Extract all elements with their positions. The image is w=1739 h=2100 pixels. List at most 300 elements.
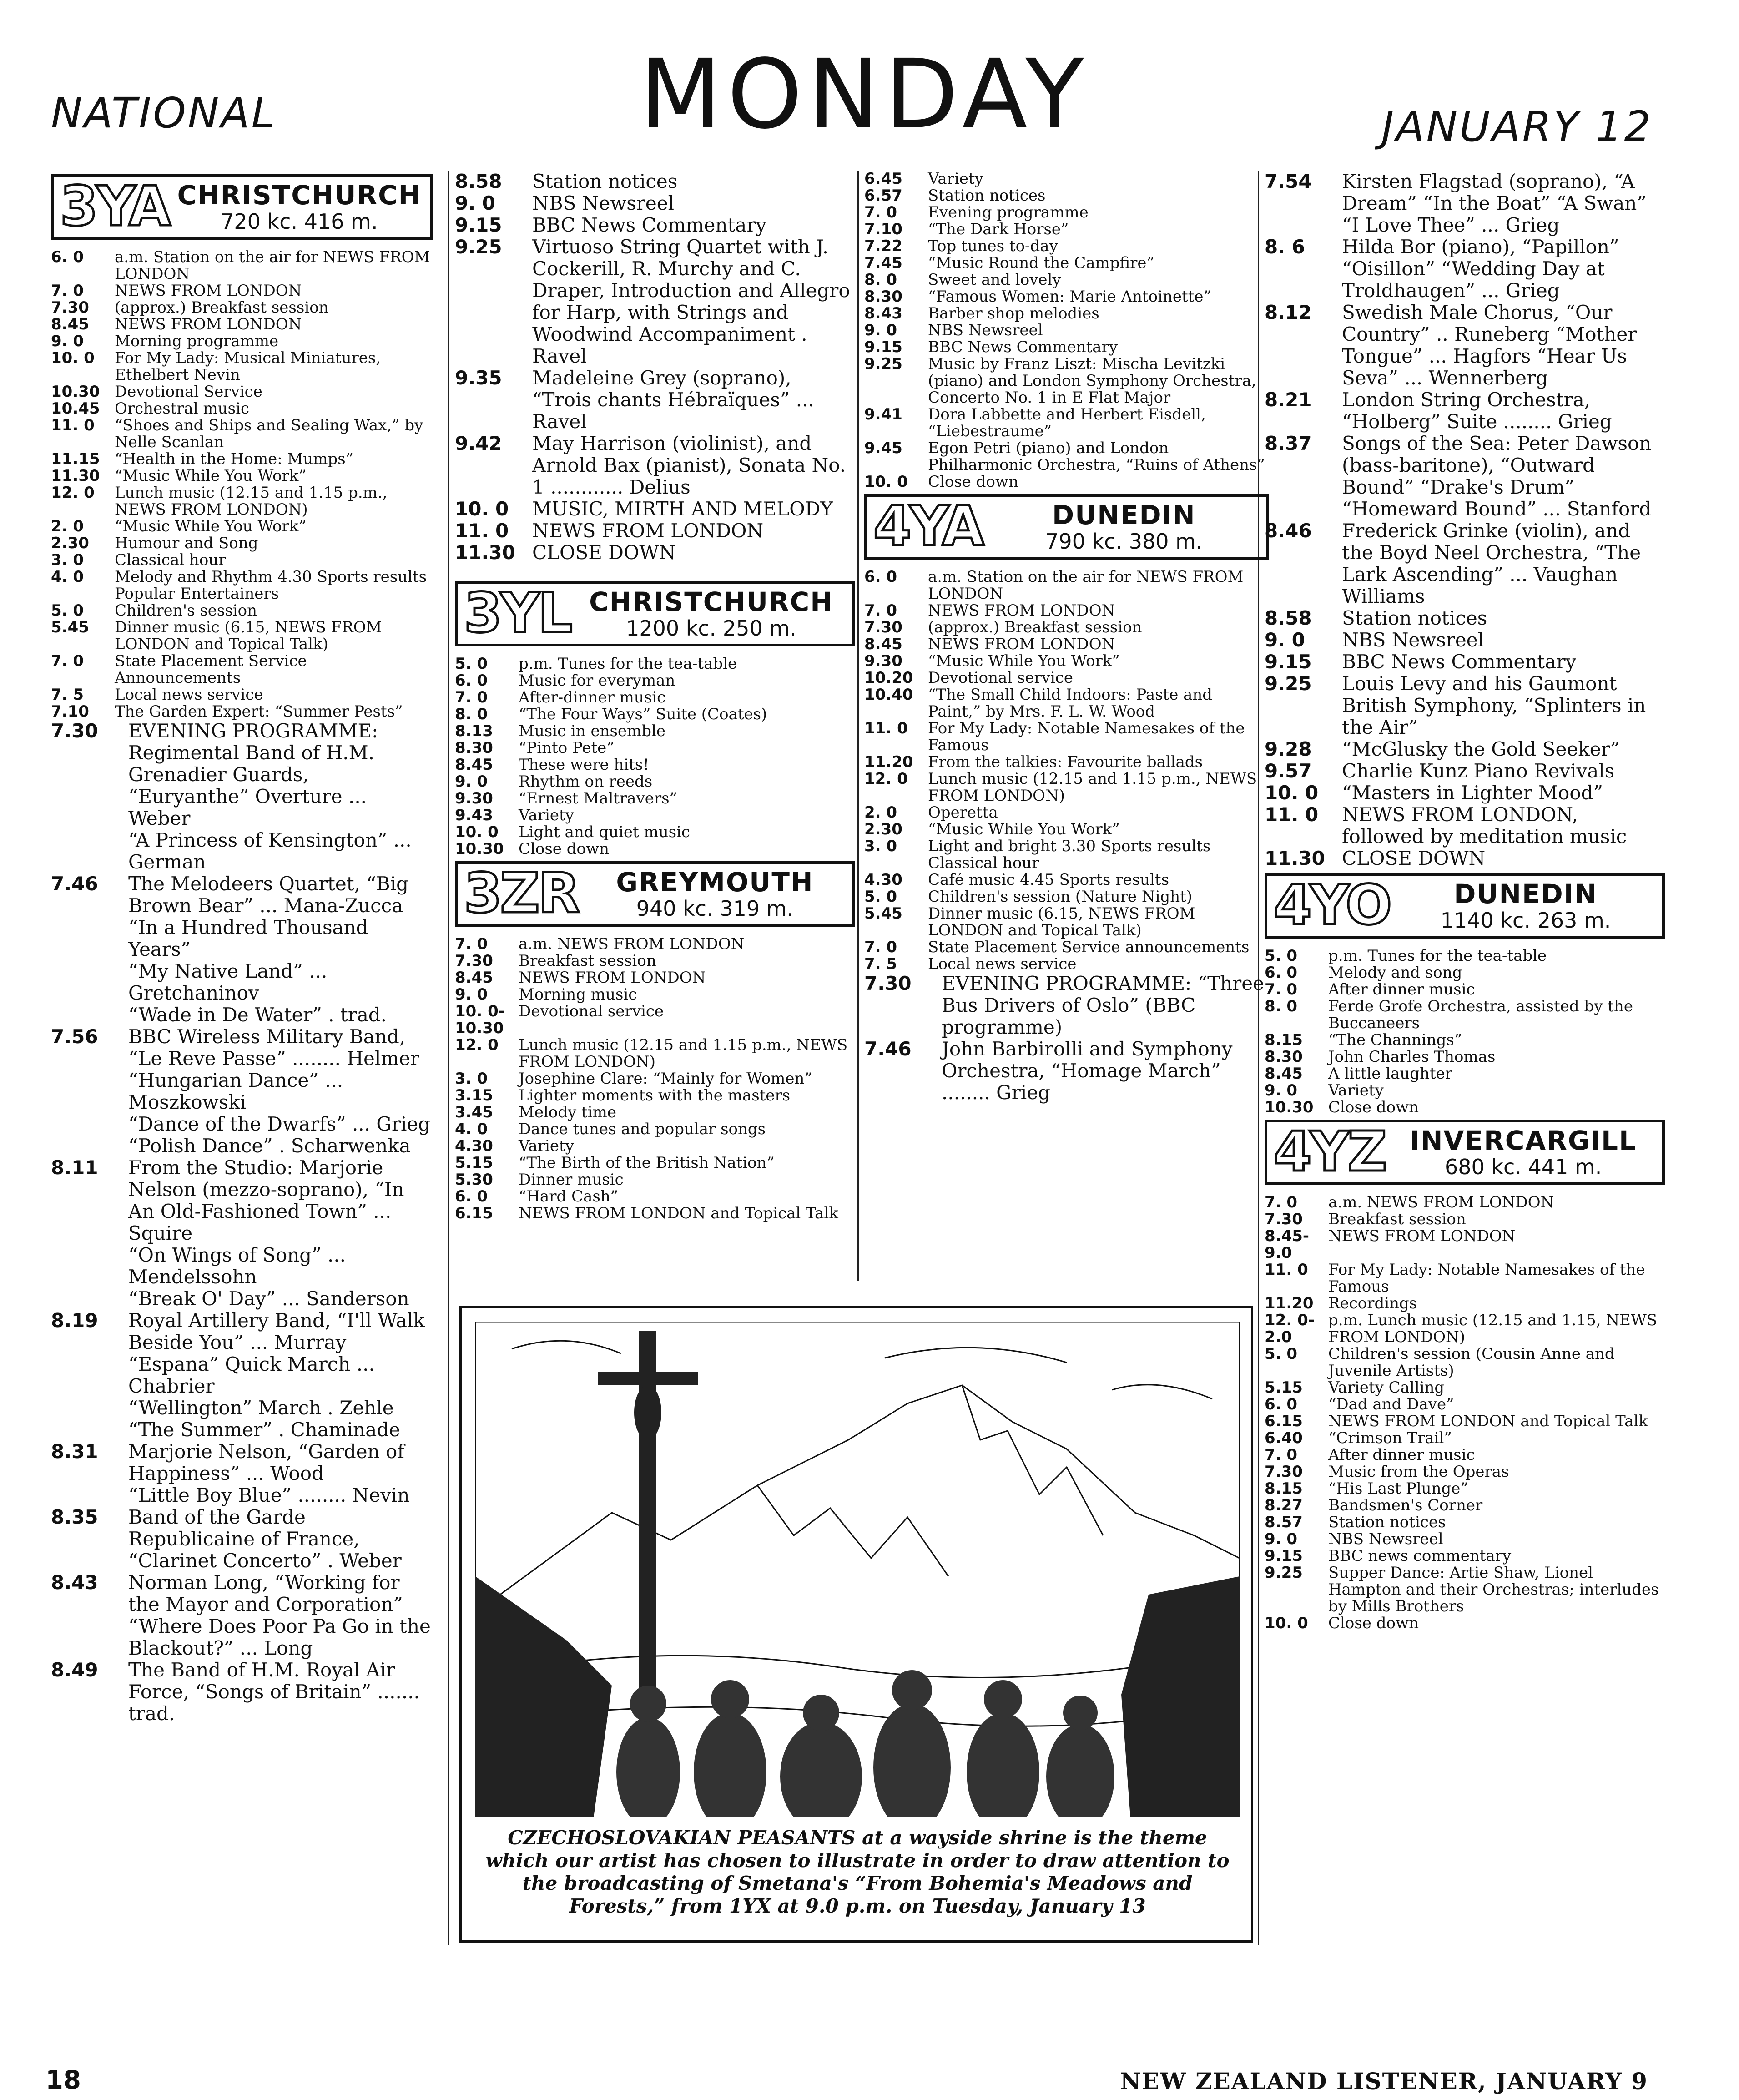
programme-title: Barber shop melodies [928, 304, 1099, 323]
programme-title: MUSIC, MIRTH AND MELODY [532, 498, 833, 520]
programme-item [455, 498, 855, 520]
station-call-4yo: 4YO [1274, 874, 1391, 937]
programme-item [455, 1155, 855, 1171]
programme-time: 6.40 [1265, 1429, 1303, 1447]
programme-item [864, 687, 1269, 720]
programme-item [864, 653, 1269, 670]
programme-title: Variety [519, 806, 574, 824]
programme-title: Lunch music (12.15 and 1.15 p.m., NEWS FROM LONDON) [115, 484, 388, 519]
programme-time: 2.30 [864, 820, 902, 838]
programme-item [864, 872, 1269, 888]
programme-time: 7. 0 [455, 688, 488, 707]
programme-title: Devotional service [928, 669, 1073, 687]
programme-title: Morning programme [115, 332, 279, 350]
programme-time: 9.43 [455, 806, 493, 824]
column-3 [864, 171, 1269, 1253]
programme-item [51, 1419, 433, 1441]
programme-list-4ya-evening [864, 973, 1269, 1104]
programme-item [1265, 760, 1665, 782]
programme-item [1265, 1565, 1665, 1615]
programme-item [455, 689, 855, 706]
programme-item [51, 1441, 433, 1484]
programme-title: “McGlusky the Gold Seeker” [1342, 738, 1620, 760]
programme-item [455, 807, 855, 824]
programme-title: State Placement Service announcements [928, 938, 1250, 956]
programme-item [455, 1070, 855, 1087]
programme-time: 9. 0 [1265, 629, 1306, 651]
station-city: CHRISTCHURCH [177, 180, 422, 211]
programme-item [51, 602, 433, 619]
programme-item [51, 1310, 433, 1353]
programme-item [1265, 1082, 1665, 1099]
programme-item [1265, 629, 1665, 651]
programme-time: 9.45 [864, 439, 902, 457]
programme-time: 6.15 [455, 1204, 493, 1222]
station-city: GREYMOUTH [616, 867, 814, 898]
programme-time: 10. 0 [455, 498, 509, 520]
programme-title: Children's session [115, 601, 257, 620]
column-1 [51, 171, 433, 1936]
programme-time: 5. 0 [1265, 1345, 1298, 1363]
programme-title: Café music 4.45 Sports results [928, 871, 1169, 889]
programme-time: 9. 0 [51, 332, 84, 350]
programme-item [1265, 1262, 1665, 1295]
programme-time: 10. 0 [864, 473, 908, 491]
programme-title: “The Summer” . Chaminade [128, 1419, 400, 1441]
station-box-4yz [1265, 1120, 1665, 1185]
programme-time: 8.30 [1265, 1048, 1303, 1066]
programme-time: 11.20 [864, 753, 913, 771]
programme-item [455, 841, 855, 858]
programme-time: 9. 0 [455, 192, 496, 214]
programme-item [1265, 1312, 1665, 1346]
programme-title: “Crimson Trail” [1328, 1429, 1452, 1447]
programme-time: 4.30 [455, 1137, 493, 1155]
programme-title: Orchestral music [115, 399, 250, 418]
programme-title: Bandsmen's Corner [1328, 1496, 1483, 1514]
station-box-4ya [864, 494, 1269, 560]
programme-title: Royal Artillery Band, “I'll Walk Beside You” ... Murray [128, 1309, 425, 1353]
programme-time: 5. 0 [51, 601, 84, 620]
programme-item [51, 384, 433, 400]
programme-item [51, 299, 433, 316]
programme-time: 8.15 [1265, 1031, 1303, 1049]
programme-time: 9.25 [864, 355, 902, 373]
programme-title: After-dinner music [519, 688, 666, 707]
programme-title: NEWS FROM LONDON [519, 969, 706, 987]
programme-time: 8.57 [1265, 1513, 1303, 1531]
programme-item [455, 672, 855, 689]
programme-time: 3. 0 [455, 1070, 488, 1088]
programme-title: Kirsten Flagstad (soprano), “A Dream” “In the Boat” “A Swan” “I Love Thee” ... Grieg [1342, 171, 1647, 236]
programme-item [51, 960, 433, 1004]
programme-title: Louis Levy and his Gaumont British Symphony, “Splinters in the Air” [1342, 672, 1646, 738]
programme-title: EVENING PROGRAMME: “Three Bus Drivers of Oslo” (BBC programme) [942, 972, 1264, 1038]
programme-title: Light and quiet music [519, 823, 690, 841]
programme-title: p.m. Tunes for the tea-table [519, 655, 737, 673]
programme-item [1265, 1228, 1665, 1262]
programme-item [455, 171, 855, 192]
programme-time: 8.30 [864, 288, 902, 306]
programme-item [455, 433, 855, 498]
programme-item [1265, 389, 1665, 433]
programme-title: Operetta [928, 803, 998, 822]
programme-title: BBC Wireless Military Band, “Le Reve Passe” ........ Helmer [128, 1025, 420, 1070]
programme-time: 10. 0 [51, 349, 95, 367]
programme-title: p.m. Tunes for the tea-table [1328, 947, 1547, 965]
programme-item [51, 569, 433, 602]
programme-time: 3. 0 [864, 837, 897, 855]
programme-title: “Break O' Day” ... Sanderson [128, 1287, 409, 1310]
programme-title: Melody time [519, 1103, 616, 1121]
programme-title: Close down [519, 840, 609, 858]
programme-time: 9.41 [864, 405, 902, 424]
programme-item [1265, 236, 1665, 302]
programme-time: 6. 0 [864, 568, 897, 586]
programme-item [1265, 1099, 1665, 1116]
programme-item [51, 619, 433, 653]
programme-time: 10.45 [51, 399, 100, 418]
programme-item [455, 953, 855, 969]
programme-title: EVENING PROGRAMME: Regimental Band of H.M. Grenadier Guards, “Euryanthe” Overture ... Weber [128, 720, 378, 829]
programme-title: NBS Newsreel [1328, 1530, 1443, 1548]
programme-list-4ya-late [1265, 171, 1665, 869]
programme-time: 7. 0 [1265, 1193, 1298, 1212]
programme-item [51, 1135, 433, 1157]
programme-item [455, 1104, 855, 1121]
programme-title: NEWS FROM LONDON [928, 601, 1115, 620]
programme-time: 3.45 [455, 1103, 493, 1121]
programme-title: a.m. NEWS FROM LONDON [519, 935, 745, 953]
programme-title: Marjorie Nelson, “Garden of Happiness” ... Wood [128, 1440, 404, 1484]
programme-time: 8.46 [1265, 520, 1312, 542]
programme-time: 5.15 [455, 1154, 493, 1172]
programme-item [864, 356, 1269, 406]
station-box-4yo [1265, 873, 1665, 939]
programme-time: 8.12 [1265, 301, 1312, 323]
programme-title: NEWS FROM LONDON [115, 282, 302, 300]
programme-item [1265, 1430, 1665, 1447]
programme-item [455, 824, 855, 841]
programme-time: 9. 0 [1265, 1530, 1298, 1548]
programme-time: 7.10 [51, 702, 89, 721]
programme-item [51, 552, 433, 569]
programme-time: 5. 0 [455, 655, 488, 673]
programme-item [1265, 804, 1665, 848]
programme-time: 10. 0 [1265, 1614, 1308, 1632]
programme-title: Devotional service [519, 1002, 664, 1020]
programme-time: 7.30 [455, 952, 493, 970]
programme-item [51, 1506, 433, 1572]
programme-time: 12. 0 [51, 484, 95, 502]
programme-title: After dinner music [1328, 980, 1475, 999]
programme-title: Morning music [519, 985, 637, 1004]
programme-item [864, 255, 1269, 272]
programme-item [455, 1138, 855, 1155]
programme-title: “Polish Dance” . Scharwenka [128, 1135, 411, 1157]
programme-title: “The Dark Horse” [928, 220, 1069, 238]
programme-item [51, 249, 433, 283]
programme-list-3yl [455, 656, 855, 858]
programme-title: Variety [928, 171, 983, 188]
programme-time: 8.13 [455, 722, 493, 740]
programme-time: 10. 0 [455, 823, 499, 841]
programme-time: 8.45 [1265, 1065, 1303, 1083]
programme-time: 6. 0 [455, 671, 488, 690]
programme-list-4yz [1265, 1194, 1665, 1632]
programme-title: “Music Round the Campfire” [928, 254, 1154, 272]
programme-item [864, 619, 1269, 636]
programme-time: 9.25 [1265, 1564, 1303, 1582]
programme-time: 2.30 [51, 534, 89, 552]
station-city: CHRISTCHURCH [589, 586, 833, 617]
programme-title: “The Small Child Indoors: Paste and Paint,” by Mrs. F. L. W. Wood [928, 686, 1213, 721]
programme-title: Close down [1328, 1098, 1419, 1116]
programme-time: 7.56 [51, 1025, 98, 1048]
programme-item [51, 703, 433, 720]
programme-item [455, 1121, 855, 1138]
programme-title: “Health in the Home: Mumps” [115, 450, 354, 468]
programme-title: A little laughter [1328, 1065, 1452, 1083]
programme-title: Music from the Operas [1328, 1463, 1509, 1481]
programme-item [455, 936, 855, 953]
programme-title: “My Native Land” ... Gretchaninov [128, 960, 328, 1004]
programme-item [455, 773, 855, 790]
programme-title: Madeleine Grey (soprano), “Trois chants Hébraïques” ... Ravel [532, 367, 814, 433]
programme-title: “Dad and Dave” [1328, 1395, 1454, 1413]
programme-title: “Masters in Lighter Mood” [1342, 782, 1603, 804]
programme-title: From the talkies: Favourite ballads [928, 753, 1203, 771]
column-2 [455, 171, 855, 1253]
programme-title: State Placement Service Announcements [115, 652, 307, 687]
programme-time: 8.45 [455, 969, 493, 987]
programme-time: 2. 0 [864, 803, 897, 822]
programme-time: 5.45 [51, 618, 89, 636]
programme-title: Station notices [1328, 1513, 1446, 1531]
programme-title: CLOSE DOWN [532, 541, 676, 564]
programme-item [455, 1188, 855, 1205]
programme-title: Lighter moments with the masters [519, 1086, 791, 1105]
programme-title: The Band of H.M. Royal Air Force, “Songs of Britain” ....... trad. [128, 1659, 420, 1725]
programme-item [455, 790, 855, 807]
programme-item [1265, 1413, 1665, 1430]
programme-time: 5.15 [1265, 1378, 1303, 1397]
programme-title: Norman Long, “Working for the Mayor and Corporation” [128, 1571, 403, 1615]
programme-title: “Music While You Work” [115, 467, 307, 485]
programme-time: 6.15 [1265, 1412, 1303, 1430]
programme-title: Dance tunes and popular songs [519, 1120, 766, 1138]
programme-time: 7. 5 [51, 686, 84, 704]
programme-time: 9.35 [455, 367, 502, 389]
programme-title: BBC news commentary [1328, 1547, 1512, 1565]
programme-time: 7. 0 [51, 282, 84, 300]
programme-title: Station notices [532, 171, 678, 192]
programme-title: Dora Labbette and Herbert Eisdell, “Liebestraume” [928, 405, 1206, 440]
programme-item [1265, 1531, 1665, 1548]
programme-item [1265, 1447, 1665, 1464]
programme-item [864, 636, 1269, 653]
programme-time: 11.30 [51, 467, 100, 485]
programme-item [455, 192, 855, 214]
programme-title: Close down [928, 473, 1018, 491]
programme-title: “Hard Cash” [519, 1187, 619, 1206]
programme-item [864, 221, 1269, 238]
programme-item [1265, 1464, 1665, 1480]
programme-title: Music in ensemble [519, 722, 666, 740]
programme-time: 9.25 [455, 236, 502, 258]
programme-time: 10.30 [1265, 1098, 1314, 1116]
station-frequency: 720 kc. 416 m. [221, 209, 378, 234]
programme-item [455, 986, 855, 1003]
programme-item [864, 272, 1269, 288]
programme-time: 9.30 [864, 652, 902, 670]
programme-time: 7. 0 [1265, 980, 1298, 999]
programme-time: 7.22 [864, 237, 902, 255]
programme-title: NBS Newsreel [928, 321, 1043, 339]
programme-time: 2. 0 [51, 517, 84, 535]
programme-item [864, 771, 1269, 804]
programme-title: (approx.) Breakfast session [115, 298, 329, 317]
programme-item [1265, 171, 1665, 236]
programme-item [51, 485, 433, 518]
programme-item [51, 687, 433, 703]
programme-time: 9. 0 [455, 772, 488, 791]
illustration-box [459, 1306, 1253, 1943]
programme-item [51, 535, 433, 552]
programme-item [864, 171, 1269, 187]
programme-time: 12. 0-2.0 [1265, 1311, 1315, 1346]
programme-title: Lunch music (12.15 and 1.15 p.m., NEWS FROM LONDON) [928, 770, 1257, 805]
programme-title: Ferde Grofe Orchestra, assisted by the Buccaneers [1328, 997, 1633, 1032]
programme-item [864, 939, 1269, 956]
programme-time: 8. 0 [455, 705, 488, 723]
programme-list-4ya [864, 569, 1269, 973]
programme-time: 8.27 [1265, 1496, 1303, 1514]
programme-time: 11.20 [1265, 1294, 1314, 1312]
programme-title: a.m. Station on the air for NEWS FROM LONDON [115, 248, 430, 283]
programme-item [51, 350, 433, 384]
programme-title: CLOSE DOWN [1342, 847, 1486, 869]
programme-time: 10.20 [864, 669, 913, 687]
programme-time: 10.30 [51, 383, 100, 401]
programme-item [51, 829, 433, 873]
programme-time: 9.30 [455, 789, 493, 808]
programme-time: 8.31 [51, 1440, 98, 1463]
programme-time: 10.40 [864, 686, 913, 704]
programme-title: Egon Petri (piano) and London Philharmonic Orchestra, “Ruins of Athens” [928, 439, 1265, 474]
programme-title: Variety Calling [1328, 1378, 1445, 1397]
programme-title: NEWS FROM LONDON [928, 635, 1115, 653]
programme-title: p.m. Lunch music (12.15 and 1.15, NEWS FROM LONDON) [1328, 1311, 1658, 1346]
programme-time: 9.42 [455, 432, 502, 454]
programme-item [864, 670, 1269, 687]
programme-title: John Charles Thomas [1328, 1048, 1496, 1066]
programme-title: BBC News Commentary [532, 214, 767, 236]
programme-item [1265, 1194, 1665, 1211]
header-day: MONDAY [639, 39, 1089, 150]
programme-item [51, 333, 433, 350]
programme-time: 6.57 [864, 187, 902, 205]
programme-time: 8.43 [51, 1571, 98, 1594]
programme-time: 11. 0 [51, 416, 95, 434]
programme-item [1265, 673, 1665, 738]
programme-item [864, 973, 1269, 1038]
programme-item [864, 474, 1269, 490]
programme-item [864, 602, 1269, 619]
programme-title: London String Orchestra, “Holberg” Suite ........ Grieg [1342, 389, 1612, 433]
programme-title: Local news service [115, 686, 263, 704]
programme-item [1265, 782, 1665, 804]
programme-title: “Espana” Quick March ... Chabrier [128, 1353, 375, 1397]
programme-item [455, 706, 855, 723]
programme-title: BBC News Commentary [1342, 651, 1577, 673]
programme-time: 4. 0 [455, 1120, 488, 1138]
column-4 [1265, 171, 1665, 1959]
programme-time: 12. 0 [455, 1036, 499, 1054]
station-city: INVERCARGILL [1410, 1125, 1637, 1156]
programme-time: 8.49 [51, 1659, 98, 1681]
programme-title: Devotional Service [115, 383, 262, 401]
programme-time: 8.11 [51, 1156, 98, 1179]
programme-item [455, 1087, 855, 1104]
programme-time: 5. 0 [864, 888, 897, 906]
programme-item [864, 305, 1269, 322]
programme-title: Josephine Clare: “Mainly for Women” [519, 1070, 812, 1088]
programme-item [864, 821, 1269, 838]
programme-time: 8. 6 [1265, 236, 1306, 258]
programme-title: “Hungarian Dance” ... Moszkowski [128, 1069, 343, 1113]
programme-title: Humour and Song [115, 534, 258, 552]
programme-time: 8.45 [864, 635, 902, 653]
programme-item [51, 720, 433, 829]
station-call-3zr: 3ZR [464, 862, 578, 925]
programme-time: 3.15 [455, 1086, 493, 1105]
programme-time: 6. 0 [1265, 964, 1298, 982]
programme-item [51, 417, 433, 451]
programme-item [455, 542, 855, 564]
programme-list-3ya-late [455, 171, 855, 564]
programme-item [1265, 1497, 1665, 1514]
programme-item [455, 740, 855, 757]
programme-item [51, 1659, 433, 1725]
programme-item [51, 1615, 433, 1659]
programme-time: 7.45 [864, 254, 902, 272]
programme-time: 5. 0 [1265, 947, 1298, 965]
programme-time: 8.15 [1265, 1479, 1303, 1498]
programme-title: Sweet and lovely [928, 271, 1061, 289]
programme-item [1265, 1379, 1665, 1396]
programme-title: “His Last Plunge” [1328, 1479, 1468, 1498]
programme-time: 8.19 [51, 1309, 98, 1332]
programme-time: 7.30 [1265, 1463, 1303, 1481]
programme-time: 9. 0 [455, 985, 488, 1004]
publication-name: NEW ZEALAND LISTENER, JANUARY 9 [1120, 2068, 1648, 2095]
programme-title: Music for everyman [519, 671, 675, 690]
programme-time: 12. 0 [864, 770, 908, 788]
programme-title: Music by Franz Liszt: Mischa Levitzki (piano) and London Symphony Orchestra, Concerto No. 1 in E Flat Major [928, 355, 1256, 407]
programme-item [455, 969, 855, 986]
programme-time: 7. 5 [864, 955, 897, 973]
programme-item [1265, 1548, 1665, 1565]
programme-title: “Wellington” March . Zehle [128, 1397, 394, 1419]
programme-time: 4. 0 [51, 568, 84, 586]
programme-item [864, 204, 1269, 221]
programme-time: 8.45 [455, 756, 493, 774]
programme-time: 8.45-9.0 [1265, 1227, 1309, 1262]
programme-time: 8.43 [864, 304, 902, 323]
programme-title: John Barbirolli and Symphony Orchestra, “Homage March” ........ Grieg [942, 1038, 1233, 1104]
programme-title: Dinner music [519, 1171, 624, 1189]
